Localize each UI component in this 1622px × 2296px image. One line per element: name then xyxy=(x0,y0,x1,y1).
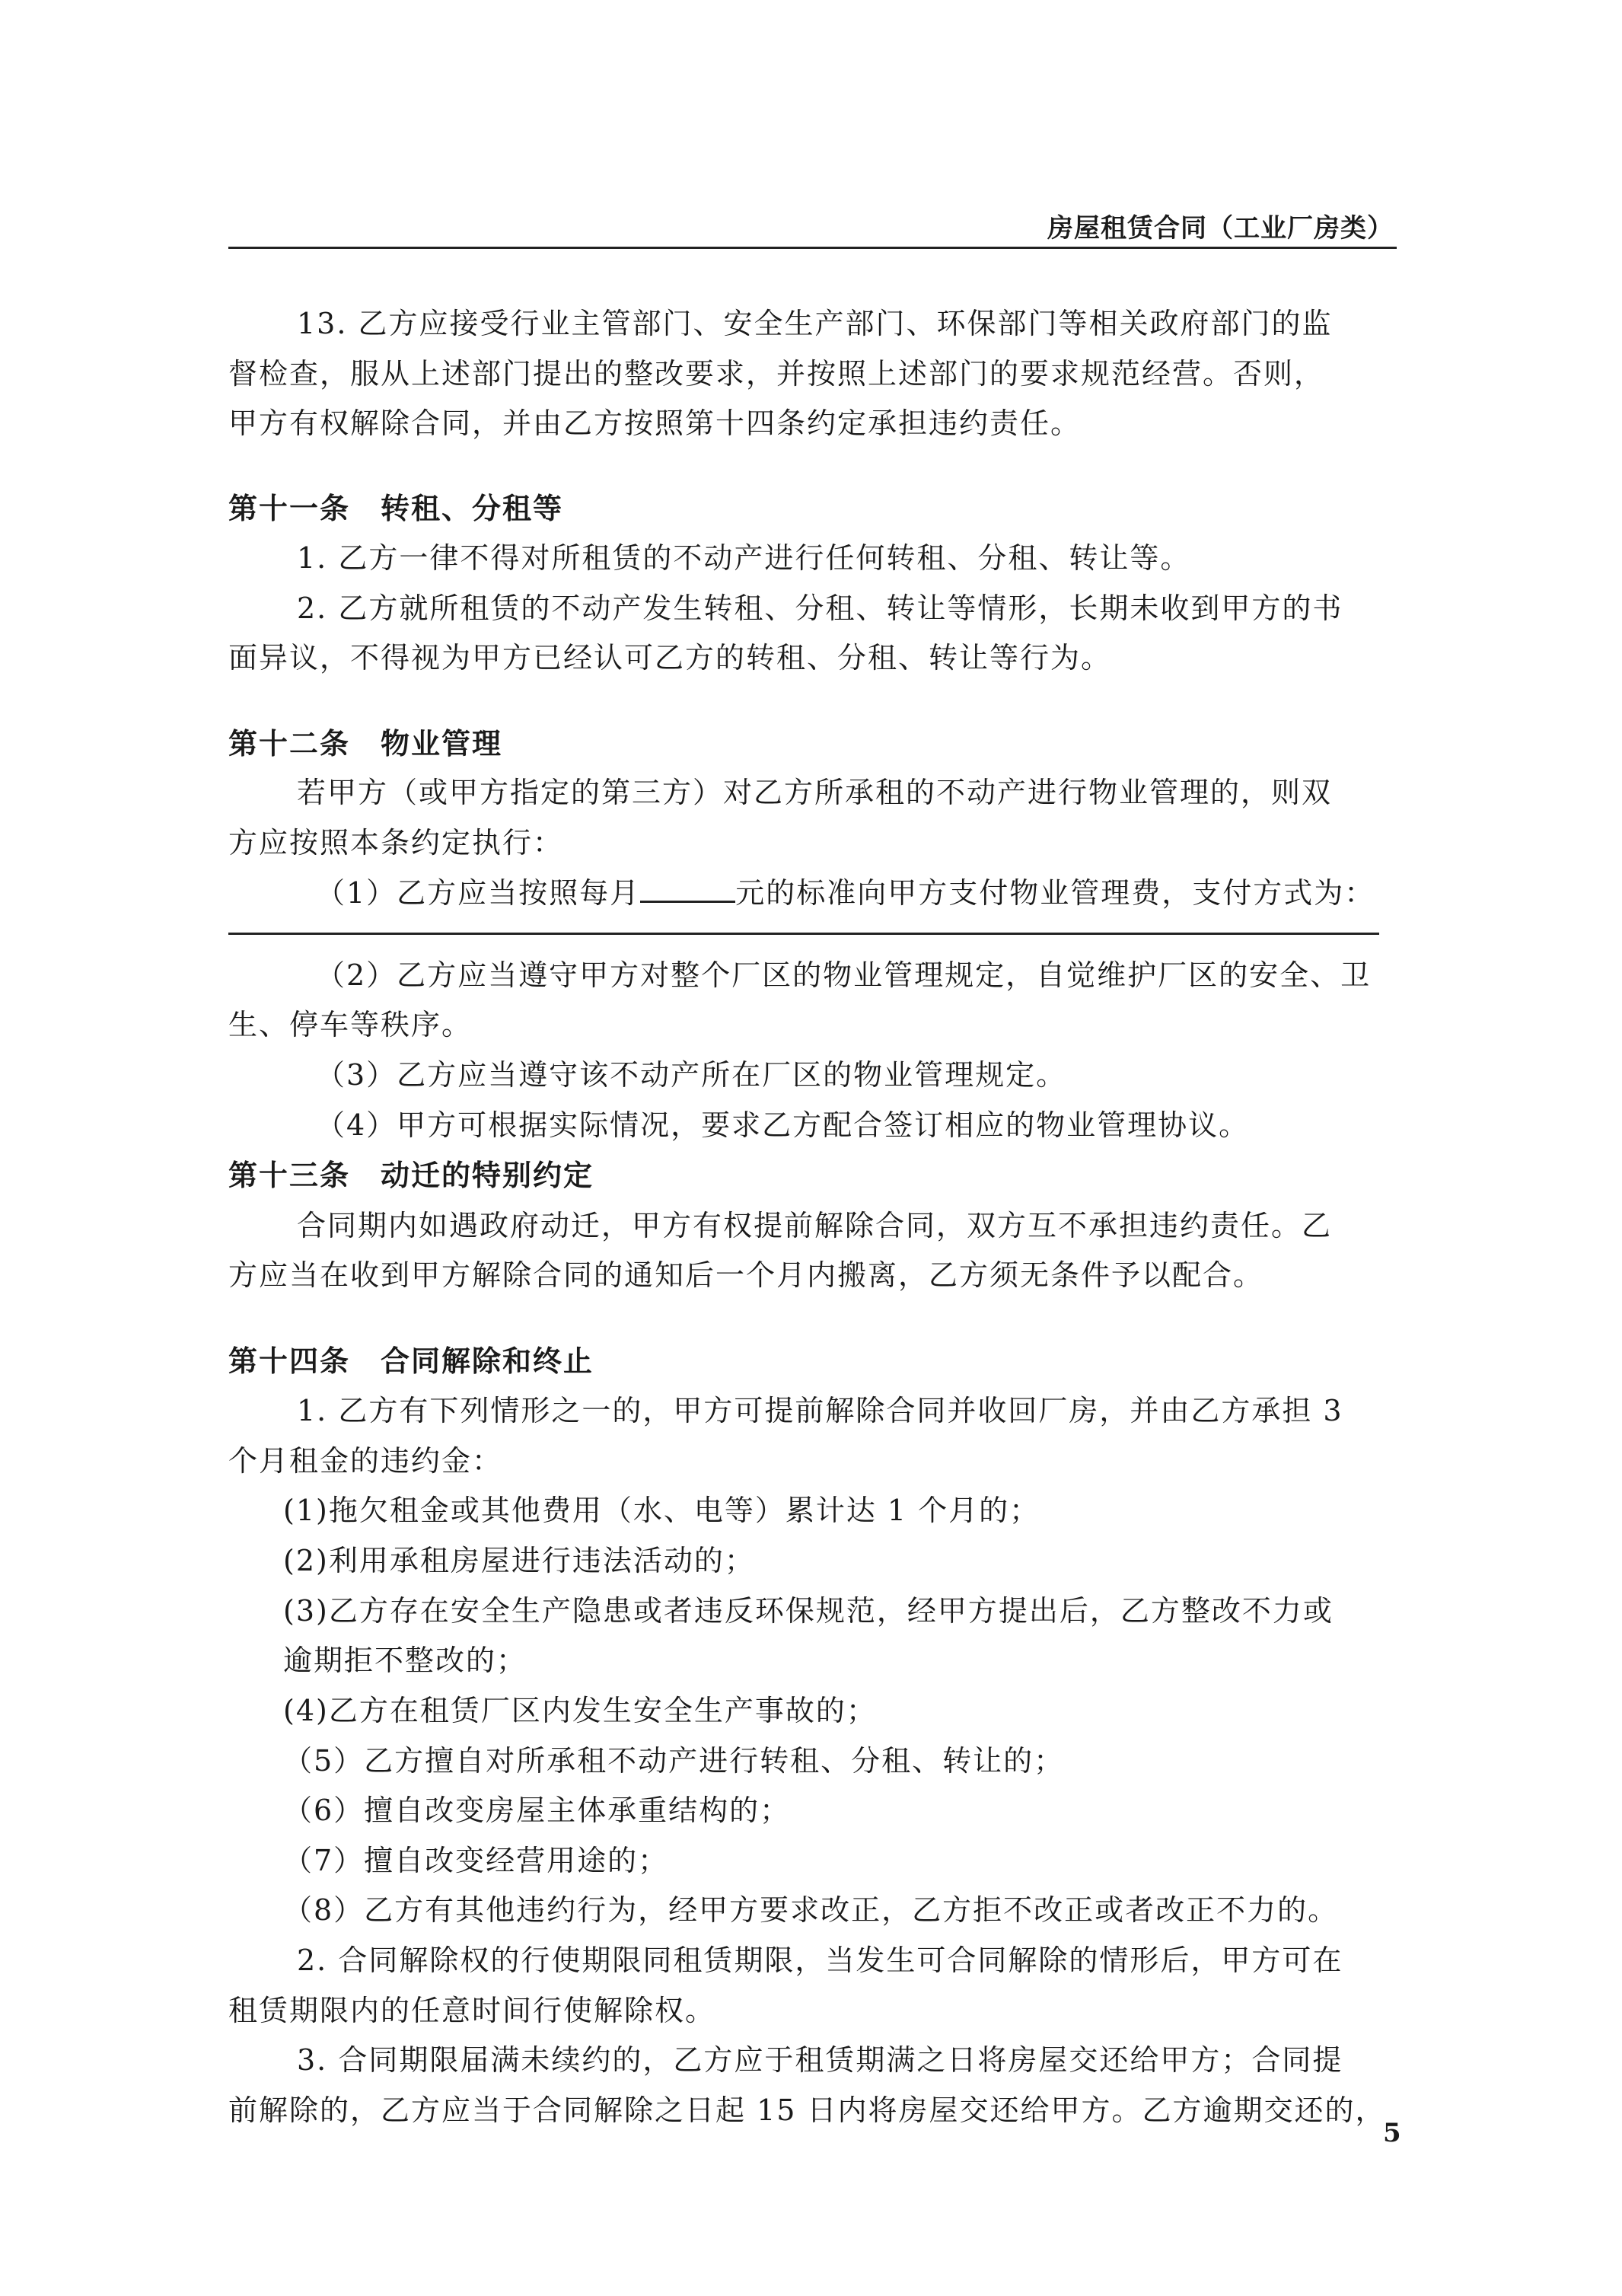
paragraph-line: 督检查，服从上述部门提出的整改要求，并按照上述部门的要求规范经营。否则， xyxy=(228,357,1325,391)
payment-method-blank xyxy=(228,933,1379,935)
article-13-heading: 第十三条 动迁的特别约定 xyxy=(228,1158,594,1192)
article-12-heading: 第十二条 物业管理 xyxy=(228,726,503,761)
fee-line-suffix: 元的标准向甲方支付物业管理费，支付方式为： xyxy=(735,876,1375,910)
paragraph-line: 1. 乙方有下列情形之一的，甲方可提前解除合同并收回厂房，并由乙方承担 3 xyxy=(297,1394,1343,1427)
paragraph-line: 合同期内如遇政府动迁，甲方有权提前解除合同，双方互不承担违约责任。乙 xyxy=(297,1209,1333,1242)
paragraph-line: 13. 乙方应接受行业主管部门、安全生产部门、环保部门等相关政府部门的监 xyxy=(297,307,1333,340)
list-item: (4)乙方在租赁厂区内发生安全生产事故的； xyxy=(283,1694,877,1727)
list-item: （8）乙方有其他违约行为，经甲方要求改正，乙方拒不改正或者改正不力的。 xyxy=(283,1893,1339,1927)
page-number: 5 xyxy=(1383,2118,1401,2148)
list-item: （5）乙方擅自对所承租不动产进行转租、分租、转让的； xyxy=(283,1744,1065,1778)
paragraph-line: （2）乙方应当遵守甲方对整个厂区的物业管理规定，自觉维护厂区的安全、卫 xyxy=(316,958,1372,992)
header-rule xyxy=(228,247,1397,249)
paragraph-line: 甲方有权解除合同，并由乙方按照第十四条约定承担违约责任。 xyxy=(228,407,1082,440)
paragraph-line: 方应当在收到甲方解除合同的通知后一个月内搬离，乙方须无条件予以配合。 xyxy=(228,1258,1264,1292)
paragraph-line: 1. 乙方一律不得对所租赁的不动产进行任何转租、分租、转让等。 xyxy=(297,541,1191,575)
list-item: （6）擅自改变房屋主体承重结构的； xyxy=(283,1794,791,1827)
paragraph-line: 2. 合同解除权的行使期限同租赁期限，当发生可合同解除的情形后，甲方可在 xyxy=(297,1944,1343,1977)
fee-line-prefix: （1）乙方应当按照每月 xyxy=(316,876,641,910)
paragraph-line: 若甲方（或甲方指定的第三方）对乙方所承租的不动产进行物业管理的，则双 xyxy=(297,776,1333,809)
list-item: (3)乙方存在安全生产隐患或者违反环保规范，经甲方提出后，乙方整改不力或 xyxy=(283,1594,1334,1628)
fee-line xyxy=(316,875,1375,910)
list-item: (1)拖欠租金或其他费用（水、电等）累计达 1 个月的； xyxy=(283,1494,1040,1527)
article-14-heading: 第十四条 合同解除和终止 xyxy=(228,1344,594,1378)
paragraph-line: 租赁期限内的任意时间行使解除权。 xyxy=(228,1994,716,2027)
paragraph-line: 方应按照本条约定执行： xyxy=(228,826,564,859)
list-item: 逾期拒不整改的； xyxy=(283,1644,527,1677)
fee-amount-blank xyxy=(640,876,735,903)
page-header-title: 房屋租赁合同（工业厂房类） xyxy=(1047,213,1394,244)
paragraph-line: （3）乙方应当遵守该不动产所在厂区的物业管理规定。 xyxy=(316,1058,1067,1092)
paragraph-line: 前解除的，乙方应当于合同解除之日起 15 日内将房屋交还给甲方。乙方逾期交还的， xyxy=(228,2094,1386,2127)
paragraph-line: 生、停车等秩序。 xyxy=(228,1008,473,1041)
article-11-heading: 第十一条 转租、分租等 xyxy=(228,491,564,525)
list-item: (2)利用承租房屋进行违法活动的； xyxy=(283,1544,755,1577)
paragraph-line: 3. 合同期限届满未续约的，乙方应于租赁期满之日将房屋交还给甲方；合同提 xyxy=(297,2043,1343,2077)
list-item: （7）擅自改变经营用途的； xyxy=(283,1844,669,1877)
paragraph-line: 2. 乙方就所租赁的不动产发生转租、分租、转让等情形，长期未收到甲方的书 xyxy=(297,592,1343,625)
paragraph-line: 个月租金的违约金： xyxy=(228,1444,503,1478)
paragraph-line: 面异议，不得视为甲方已经认可乙方的转租、分租、转让等行为。 xyxy=(228,641,1112,674)
paragraph-line: （4）甲方可根据实际情况，要求乙方配合签订相应的物业管理协议。 xyxy=(316,1108,1250,1142)
